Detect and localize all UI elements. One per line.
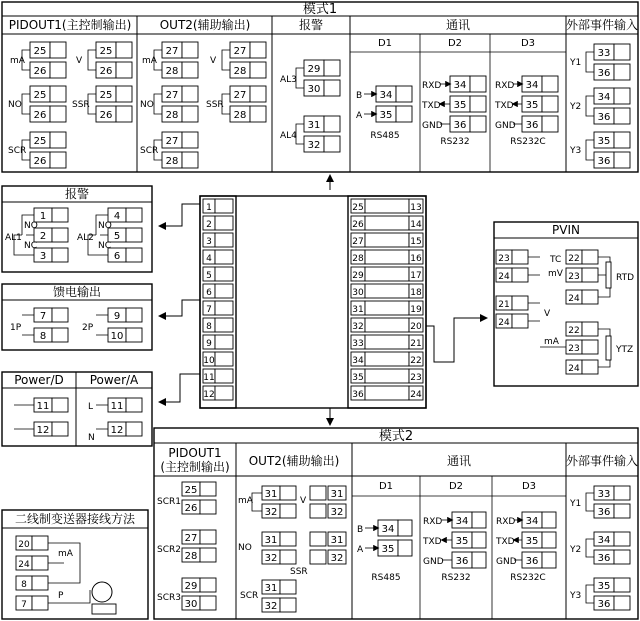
- terminal-number: 9: [113, 311, 121, 322]
- terminal-block: [8, 132, 66, 168]
- mode2-d1-label: D1: [378, 481, 394, 492]
- al1-label: AL1: [5, 233, 22, 243]
- y1-label: Y1: [570, 499, 582, 509]
- terminal-number: 22: [410, 356, 422, 366]
- terminal-number: 15: [410, 237, 422, 247]
- terminal-number: 24: [568, 294, 580, 304]
- terminal-number: 34: [379, 90, 393, 101]
- terminal-number: 26: [99, 110, 113, 121]
- mode1-section-alarm: 报警: [298, 18, 324, 32]
- terminal-number: 8: [21, 580, 27, 590]
- no-label: NO: [238, 543, 252, 553]
- signal-txd: TXD: [423, 537, 442, 547]
- signal-b: B: [356, 91, 363, 101]
- rs232c-label: RS232C: [510, 573, 546, 583]
- main-terminal-strip: [200, 196, 426, 408]
- terminal-number: 28: [165, 110, 179, 121]
- terminal-block: [140, 86, 198, 122]
- mode1-d2-label: D2: [447, 38, 463, 49]
- terminal-number: 30: [307, 84, 321, 95]
- signal-a: A: [357, 545, 364, 555]
- mode2-section-ext-input: 外部事件输入: [565, 454, 639, 468]
- y1-label: Y1: [570, 58, 582, 68]
- terminal-number: 32: [264, 601, 278, 612]
- terminal-block: [76, 42, 132, 78]
- rtd-label: RTD: [616, 273, 635, 283]
- terminal-number: 9: [206, 339, 212, 349]
- mode1-section-ext-input: 外部事件输入: [565, 18, 639, 32]
- terminal-number: 23: [410, 373, 422, 383]
- signal-rxd: RXD: [423, 517, 443, 527]
- terminal-number: 24: [498, 318, 510, 328]
- terminal-number: 26: [33, 110, 47, 121]
- terminal-number: 25: [33, 136, 47, 147]
- pvin-title: PVIN: [552, 223, 580, 237]
- mode2-comm-d1: [357, 520, 412, 583]
- terminal-number: 21: [498, 300, 510, 310]
- terminal-number: 26: [184, 503, 198, 514]
- terminal-number: 36: [597, 112, 611, 123]
- terminal-number: 36: [597, 507, 611, 518]
- right-terminal-columns: [351, 199, 423, 400]
- mode1-out2-terminals: [140, 42, 266, 168]
- terminal-number: 24: [498, 272, 510, 282]
- terminal-number: 1: [206, 203, 212, 213]
- alarm-box: [2, 186, 152, 272]
- terminal-number: 36: [525, 120, 539, 131]
- terminal-number: 36: [597, 553, 611, 564]
- signal-gnd: GND: [422, 121, 443, 131]
- mode1-d1-label: D1: [377, 38, 393, 49]
- signal-txd: TXD: [422, 101, 441, 111]
- pid-no-label: NO: [8, 100, 22, 110]
- mode1-ext-input: [569, 44, 630, 168]
- mode2-section-pidout1: PIDOUT1: [168, 446, 222, 460]
- terminal-number: 21: [410, 339, 422, 349]
- out2-ma-label: mA: [142, 56, 157, 66]
- signal-txd: TXD: [496, 537, 515, 547]
- signal-gnd: GND: [496, 557, 517, 567]
- terminal-number: 18: [410, 288, 422, 298]
- terminal-number: 36: [597, 156, 611, 167]
- mode2-out2-terminals: [238, 486, 346, 612]
- signal-rxd: RXD: [422, 81, 442, 91]
- signal-gnd: GND: [495, 121, 516, 131]
- terminal-block: [140, 132, 198, 168]
- terminal-number: 20: [410, 322, 422, 332]
- terminal-number: 36: [597, 68, 611, 79]
- al3-label: AL3: [280, 75, 297, 85]
- terminal-number: 26: [352, 220, 364, 230]
- terminal-block: [72, 86, 132, 122]
- terminal-number: 29: [307, 64, 321, 75]
- rs485-label: RS485: [370, 131, 400, 141]
- terminal-number: 35: [525, 100, 539, 111]
- mode1-section-comm: 通讯: [445, 18, 471, 32]
- 1p-label: 1P: [10, 323, 22, 333]
- y3-label: Y3: [570, 591, 582, 601]
- terminal-number: 34: [453, 80, 467, 91]
- terminal-number: 14: [410, 220, 422, 230]
- terminal-number: 35: [381, 544, 395, 555]
- terminal-number: 36: [455, 556, 469, 567]
- terminal-block: [206, 86, 266, 122]
- terminal-number: 11: [203, 373, 215, 383]
- terminal-number: 23: [568, 272, 580, 282]
- terminal-number: 31: [264, 489, 278, 500]
- terminal-number: 5: [113, 231, 121, 242]
- terminal-number: 22: [568, 326, 580, 336]
- terminal-number: 35: [597, 581, 611, 592]
- terminal-number: 28: [165, 66, 179, 77]
- terminal-number: 27: [352, 237, 364, 247]
- terminal-number: 34: [455, 516, 469, 527]
- 2p-label: 2P: [82, 323, 94, 333]
- mode1-comm-d3: [494, 76, 558, 147]
- terminal-block: [10, 42, 66, 78]
- ytz-label: YTZ: [616, 345, 634, 355]
- transmitter-icon: [92, 582, 112, 602]
- terminal-number: 28: [165, 156, 179, 167]
- two-wire-title: 二线制变送器接线方法: [14, 512, 136, 526]
- nc-label: NC: [24, 241, 38, 251]
- rs232c-label: RS232C: [510, 137, 546, 147]
- terminal-number: 2: [39, 231, 47, 242]
- mode1-comm-d1: [356, 86, 412, 141]
- terminal-number: 27: [165, 90, 179, 101]
- terminal-number: 25: [33, 90, 47, 101]
- ma-label: mA: [544, 337, 559, 347]
- terminal-block: [142, 42, 198, 78]
- terminal-number: 10: [110, 331, 124, 342]
- terminal-number: 27: [165, 46, 179, 57]
- rs485-label: RS485: [371, 573, 401, 583]
- scr-label: SCR: [240, 591, 259, 601]
- power-d-title: Power/D: [14, 373, 64, 387]
- mode2-section-out2: OUT2(辅助输出): [248, 454, 340, 468]
- terminal-number: 28: [352, 254, 364, 264]
- signal-txd: TXD: [495, 101, 514, 111]
- terminal-number: 4: [113, 211, 121, 222]
- terminal-number: 8: [39, 331, 47, 342]
- no-label: NO: [98, 221, 112, 231]
- mode2-d2-label: D2: [448, 481, 464, 492]
- terminal-number: 35: [453, 100, 467, 111]
- terminal-number: 33: [352, 339, 364, 349]
- terminal-number: 27: [233, 46, 247, 57]
- pvin-box: [494, 222, 638, 386]
- terminal-number: 30: [352, 288, 364, 298]
- terminal-number: 35: [379, 110, 393, 121]
- signal-rxd: RXD: [495, 81, 515, 91]
- mode1-pidout1-terminals: [8, 42, 132, 168]
- terminal-number: 35: [525, 536, 539, 547]
- signal-b: B: [357, 525, 364, 535]
- terminal-number: 25: [184, 485, 198, 496]
- terminal-number: 11: [110, 401, 124, 412]
- pid-ssr-label: SSR: [72, 100, 90, 110]
- terminal-number: 36: [352, 390, 364, 400]
- mode2-comm-d2: [422, 512, 486, 583]
- scr1-label: SCR1: [157, 497, 181, 507]
- feed-output-box: [2, 284, 152, 350]
- terminal-number: 28: [233, 66, 247, 77]
- mode1-title: 模式1: [302, 2, 338, 17]
- v-label: V: [300, 496, 307, 506]
- terminal-number: 12: [36, 425, 50, 436]
- terminal-number: 2: [206, 220, 212, 230]
- terminal-number: 12: [110, 425, 124, 436]
- terminal-number: 27: [165, 136, 179, 147]
- nc-label: NC: [98, 241, 112, 251]
- power-box: [2, 372, 152, 446]
- scr2-label: SCR2: [157, 545, 181, 555]
- no-label: NO: [24, 221, 38, 231]
- terminal-number: 26: [33, 66, 47, 77]
- terminal-number: 25: [33, 46, 47, 57]
- alarm-box-title: 报警: [64, 187, 90, 201]
- terminal-number: 19: [410, 305, 422, 315]
- two-wire-box: [2, 510, 148, 619]
- terminal-number: 13: [410, 203, 422, 213]
- terminal-number: 16: [410, 254, 422, 264]
- terminal-number: 31: [307, 120, 321, 131]
- mode2-pidout1-terminals: [157, 482, 216, 610]
- pid-ma-label: mA: [10, 56, 25, 66]
- terminal-number: 29: [352, 271, 364, 281]
- terminal-number: 27: [233, 90, 247, 101]
- terminal-number: 8: [206, 322, 212, 332]
- l-label: L: [88, 402, 94, 412]
- mode2-title: 模式2: [378, 429, 414, 444]
- terminal-number: 3: [206, 237, 212, 247]
- y3-label: Y3: [570, 146, 582, 156]
- terminal-number: 36: [525, 556, 539, 567]
- signal-a: A: [356, 111, 363, 121]
- terminal-number: 32: [330, 553, 344, 564]
- mode1-section-pidout1: PIDOUT1(主控制输出): [8, 18, 132, 32]
- terminal-number: 32: [330, 507, 344, 518]
- mv-label: mV: [548, 269, 563, 279]
- terminal-number: 7: [206, 305, 212, 315]
- y2-label: Y2: [570, 102, 582, 112]
- terminal-number: 26: [33, 156, 47, 167]
- terminal-number: 20: [18, 540, 30, 550]
- mode2-section-pidout1-sub: (主控制输出): [160, 460, 230, 474]
- feed-box-title: 馈电输出: [52, 285, 102, 299]
- terminal-number: 35: [455, 536, 469, 547]
- terminal-number: 34: [597, 92, 611, 103]
- ssr-label: SSR: [290, 567, 308, 577]
- terminal-block: [210, 42, 266, 78]
- terminal-number: 33: [597, 489, 611, 500]
- mode1-panel: [2, 1, 638, 172]
- terminal-block: [8, 86, 66, 122]
- out2-no-label: NO: [140, 100, 154, 110]
- mode2-comm-d3: [495, 512, 556, 583]
- terminal-number: 17: [410, 271, 422, 281]
- terminal-number: 6: [206, 288, 212, 298]
- terminal-number: 6: [113, 251, 121, 262]
- scr3-label: SCR3: [157, 593, 181, 603]
- power-a-title: Power/A: [89, 373, 139, 387]
- terminal-number: 3: [39, 251, 47, 262]
- rs232-label: RS232: [441, 573, 471, 583]
- terminal-number: 24: [410, 390, 422, 400]
- terminal-number: 1: [39, 211, 47, 222]
- mode2-d3-label: D3: [521, 481, 537, 492]
- pid-v-label: V: [76, 56, 83, 66]
- out2-ssr-label: SSR: [206, 100, 224, 110]
- out2-v-label: V: [210, 56, 217, 66]
- terminal-number: 32: [264, 553, 278, 564]
- terminal-number: 34: [352, 356, 364, 366]
- pid-scr-label: SCR: [8, 146, 27, 156]
- terminal-number: 31: [264, 583, 278, 594]
- left-terminal-column: [203, 199, 233, 400]
- mode2-ext-input: [569, 486, 630, 610]
- terminal-number: 31: [264, 535, 278, 546]
- mode1-section-out2: OUT2(辅助输出): [159, 18, 251, 32]
- terminal-number: 25: [99, 46, 113, 57]
- terminal-number: 5: [206, 271, 212, 281]
- mode1-comm-d2: [421, 76, 486, 147]
- terminal-number: 10: [203, 356, 215, 366]
- v-label: V: [544, 309, 551, 319]
- terminal-number: 11: [36, 401, 50, 412]
- terminal-number: 7: [39, 311, 47, 322]
- terminal-number: 22: [568, 254, 580, 264]
- terminal-number: 34: [597, 535, 611, 546]
- terminal-number: 32: [352, 322, 364, 332]
- terminal-number: 23: [498, 254, 510, 264]
- mode2-panel: [154, 428, 638, 619]
- terminal-number: 29: [184, 581, 198, 592]
- terminal-number: 35: [597, 136, 611, 147]
- terminal-number: 31: [330, 535, 344, 546]
- terminal-number: 28: [184, 551, 198, 562]
- terminal-number: 31: [352, 305, 364, 315]
- al4-label: AL4: [280, 131, 297, 141]
- terminal-number: 36: [597, 599, 611, 610]
- terminal-number: 25: [99, 90, 113, 101]
- terminal-number: 23: [568, 344, 580, 354]
- terminal-number: 36: [453, 120, 467, 131]
- terminal-number: 34: [525, 80, 539, 91]
- out2-scr-label: SCR: [140, 146, 159, 156]
- terminal-number: 28: [233, 110, 247, 121]
- terminal-number: 32: [264, 507, 278, 518]
- mode2-section-comm: 通讯: [446, 454, 472, 468]
- terminal-number: 24: [568, 364, 580, 374]
- terminal-number: 24: [18, 560, 30, 570]
- terminal-number: 33: [597, 48, 611, 59]
- mode1-d3-label: D3: [520, 38, 536, 49]
- terminal-number: 34: [381, 524, 395, 535]
- two-wire-p-label: P: [58, 591, 64, 601]
- y2-label: Y2: [570, 545, 582, 555]
- terminal-number: 12: [203, 390, 215, 400]
- two-wire-ma-label: mA: [58, 549, 73, 559]
- tc-label: TC: [550, 255, 562, 265]
- terminal-number: 31: [330, 489, 344, 500]
- terminal-number: 26: [99, 66, 113, 77]
- terminal-number: 27: [184, 533, 198, 544]
- terminal-number: 7: [21, 600, 27, 610]
- al2-label: AL2: [77, 233, 94, 243]
- terminal-number: 30: [184, 599, 198, 610]
- terminal-number: 4: [206, 254, 212, 264]
- rs232-label: RS232: [440, 137, 470, 147]
- n-label: N: [88, 433, 95, 443]
- terminal-number: 25: [352, 203, 364, 213]
- signal-gnd: GND: [423, 557, 444, 567]
- mode1-alarm-terminals: [280, 60, 340, 152]
- signal-rxd: RXD: [496, 517, 516, 527]
- ma-label: mA: [238, 496, 253, 506]
- terminal-number: 32: [307, 140, 321, 151]
- terminal-number: 35: [352, 373, 364, 383]
- terminal-number: 34: [525, 516, 539, 527]
